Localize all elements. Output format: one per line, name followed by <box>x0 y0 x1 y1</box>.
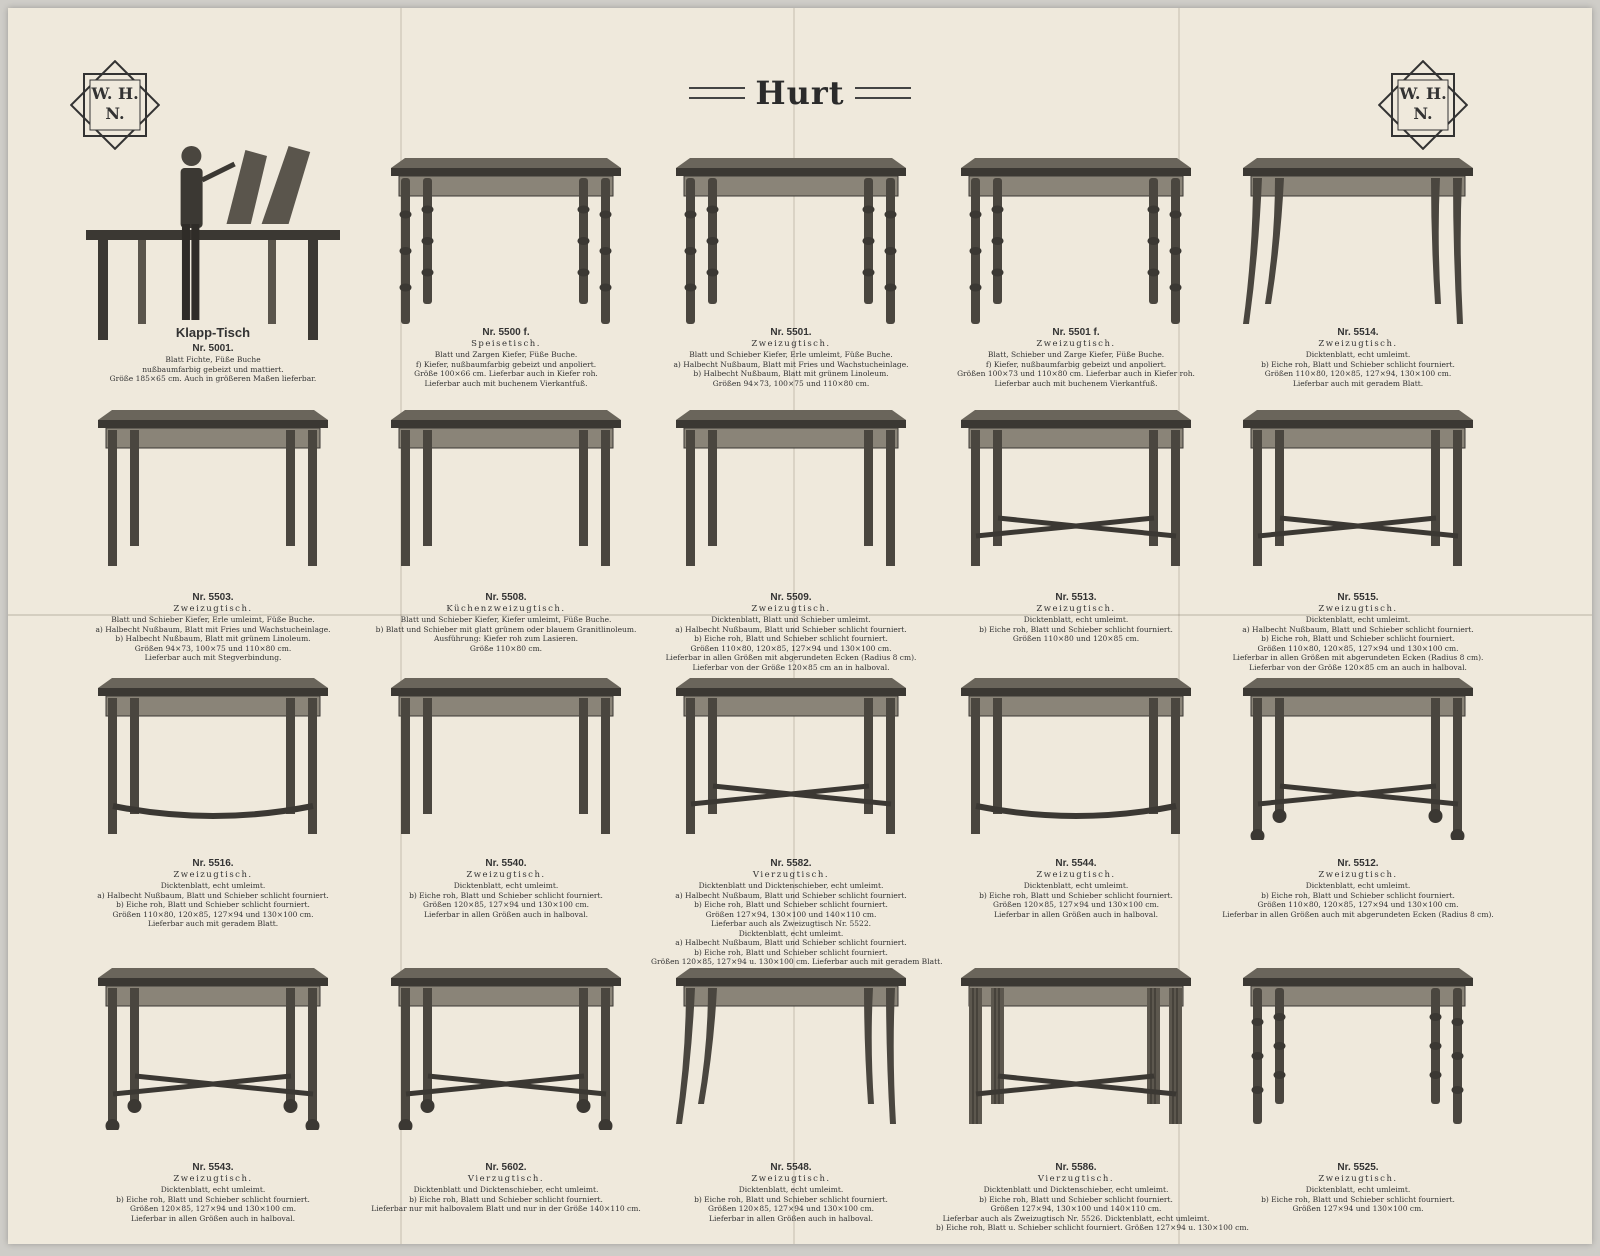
item-description-line: b) Eiche roh, Blatt und Schieber schlicht fourniert. <box>116 900 310 909</box>
item-description-line: b) Halbecht Nußbaum, Blatt mit grünem Linoleum. <box>693 369 889 378</box>
table-caption <box>936 590 1216 644</box>
item-description-line: Größen 120×85, 127×94 u. 130×100 cm. Lieferbar auch mit geradem Blatt. <box>651 957 943 966</box>
item-description-line: Dicktenblatt, echt umleimt. <box>1023 615 1129 624</box>
folding-table-illustration <box>78 140 348 340</box>
item-description-line: b) Eiche roh, Blatt und Schieber schlicht fourniert. <box>694 634 888 643</box>
item-description-line: a) Halbecht Nußbaum, Blatt und Schieber schlicht fourniert. <box>675 890 907 900</box>
item-description-line: b) Eiche roh, Blatt und Schieber schlicht fourniert. <box>694 1194 888 1204</box>
item-description-line: Lieferbar auch mit Stegverbindung. <box>144 653 282 662</box>
item-description-line: f) Kiefer, nußbaumfarbig gebeizt und anpoliert. <box>985 359 1167 369</box>
item-description-line: Größe 100×66 cm. Lieferbar auch in Kiefer roh. <box>414 369 598 378</box>
page-title: Hurt <box>755 74 845 112</box>
item-description-line: Größen 100×73 und 110×80 cm. Lieferbar auch in Kiefer roh. <box>957 369 1195 378</box>
table-illustration <box>1233 950 1483 1130</box>
item-description-line: Dicktenblatt, echt umleimt. <box>160 881 266 890</box>
item-type: Vierzugtisch. <box>1037 1174 1115 1184</box>
title-rule <box>855 87 911 99</box>
item-number: Nr. 5513. <box>1055 592 1097 603</box>
item-description-line: b) Blatt und Schieber mit glatt grünem oder blauem Granitlinoleum. <box>375 624 637 634</box>
item-type: Zweizugtisch. <box>1318 604 1398 614</box>
item-description-line: Blatt, Schieber und Zarge Kiefer, Füße Buche. <box>987 350 1165 359</box>
item-description-line: Dicktenblatt und Dicktenschieber, echt umleimt. <box>983 1185 1169 1194</box>
item-type: Zweizugtisch. <box>173 604 253 614</box>
item-type: Zweizugtisch. <box>1036 870 1116 880</box>
table-illustration <box>381 392 631 572</box>
item-description-line: Dicktenblatt, echt umleimt. <box>738 1185 844 1194</box>
item-description-line: Größen 94×73, 100×75 und 110×80 cm. <box>134 643 292 653</box>
item-description-line: Blatt und Schieber Kiefer, Erle umleimt, Füße Buche. <box>111 615 315 624</box>
item-type: Zweizugtisch. <box>173 870 253 880</box>
item-description-line: b) Eiche roh, Blatt und Schieber schlicht fourniert. <box>979 1194 1173 1204</box>
table-caption <box>73 325 353 384</box>
item-description-line: Lieferbar in allen Größen mit abgerundeten Ecken (Radius 8 cm). <box>665 653 917 662</box>
table-caption <box>73 856 353 929</box>
item-description-line: Lieferbar in allen Größen auch in halboval. <box>709 1213 873 1223</box>
item-description-line: Dicktenblatt, echt umleimt. <box>1305 881 1411 890</box>
title-rule <box>689 87 745 99</box>
catalog-sheet <box>8 8 1592 1244</box>
item-type: Zweizugtisch. <box>173 1174 253 1184</box>
item-description-line: Dicktenblatt, echt umleimt. <box>1305 350 1411 359</box>
item-description-line: Größen 120×85, 127×94 und 130×100 cm. <box>422 900 590 909</box>
brand-logo <box>1378 60 1468 150</box>
table-illustration <box>381 660 631 840</box>
item-description-line: Lieferbar in allen Größen auch in halboval. <box>994 909 1158 919</box>
table-illustration <box>666 660 916 840</box>
item-description-line: a) Halbecht Nußbaum, Blatt und Schieber schlicht fourniert. <box>675 938 907 947</box>
item-description-line: Größe 110×80 cm. <box>469 643 543 653</box>
table-illustration <box>951 140 1201 330</box>
item-description-line: Größen 120×85, 127×94 und 130×100 cm. <box>707 1204 875 1213</box>
item-number: Nr. 5544. <box>1055 858 1097 869</box>
item-description-line: a) Halbecht Nußbaum, Blatt und Schieber schlicht fourniert. <box>1242 624 1474 634</box>
item-description-line: Größen 127×94, 130×100 und 140×110 cm. <box>990 1204 1162 1213</box>
item-description-line: b) Eiche roh, Blatt und Schieber schlicht fourniert. <box>409 1194 603 1204</box>
item-number: Nr. 5515. <box>1337 592 1379 603</box>
item-type: Zweizugtisch. <box>1318 1174 1398 1184</box>
item-description-line: Größen 110×80, 120×85, 127×94 und 130×100 cm. <box>690 643 892 653</box>
item-description-line: Ausführung: Kiefer roh zum Lasieren. <box>433 634 579 643</box>
item-description-line: Dicktenblatt und Dicktenschieber, echt umleimt. <box>698 881 884 890</box>
table-illustration <box>666 140 916 330</box>
item-description-line: Lieferbar auch mit geradem Blatt. <box>147 919 279 928</box>
table-caption <box>1218 325 1498 388</box>
item-number: Nr. 5548. <box>770 1162 812 1173</box>
table-caption <box>73 1160 353 1223</box>
table-caption <box>1218 1160 1498 1214</box>
item-description-line: Dicktenblatt, echt umleimt. <box>1305 615 1411 624</box>
item-type: Zweizugtisch. <box>751 339 831 349</box>
table-caption <box>366 856 646 919</box>
item-description-line: Blatt Fichte, Füße Buche <box>165 355 261 364</box>
item-description-line: Lieferbar in allen Größen auch in halboval. <box>131 1213 295 1223</box>
item-description-line: b) Eiche roh, Blatt u. Schieber schlicht fourniert. Größen 127×94 u. 130×100 cm. <box>936 1223 1249 1232</box>
table-illustration <box>951 392 1201 572</box>
item-description-line: Größe 185×65 cm. Auch in größeren Maßen lieferbar. <box>109 374 317 383</box>
logo-line: N. <box>105 104 125 123</box>
item-description-line: Größen 94×73, 100×75 und 110×80 cm. <box>712 378 870 388</box>
item-description-line: b) Eiche roh, Blatt und Schieber schlicht fourniert. <box>116 1194 310 1204</box>
item-description-line: Lieferbar auch mit geradem Blatt. <box>1292 378 1424 388</box>
table-illustration <box>88 950 338 1130</box>
item-description-line: Größen 110×80 und 120×85 cm. <box>1012 634 1140 643</box>
logo-line: W. H. <box>1399 84 1447 103</box>
item-description-line: Größen 120×85, 127×94 und 130×100 cm. <box>129 1204 297 1213</box>
item-type: Vierzugtisch. <box>467 1174 545 1184</box>
item-description-line: b) Eiche roh, Blatt und Schieber schlicht fourniert. <box>694 947 888 957</box>
table-caption <box>366 590 646 653</box>
table-illustration <box>381 950 631 1130</box>
item-number: Nr. 5509. <box>770 592 812 603</box>
item-description-line: Lieferbar in allen Größen auch mit abgerundeten Ecken (Radius 8 cm). <box>1222 909 1494 919</box>
item-type: Zweizugtisch. <box>466 870 546 880</box>
item-description-line: Dicktenblatt, echt umleimt. <box>1305 1185 1411 1194</box>
item-description-line: Lieferbar in allen Größen mit abgerundeten Ecken (Radius 8 cm). <box>1232 653 1484 662</box>
item-type: Zweizugtisch. <box>1318 870 1398 880</box>
table-caption <box>936 1160 1249 1233</box>
item-description-line: a) Halbecht Nußbaum, Blatt und Schieber schlicht fourniert. <box>675 624 907 634</box>
item-type: Küchenzweizugtisch. <box>446 604 566 614</box>
item-type: Zweizugtisch. <box>751 604 831 614</box>
item-number: Nr. 5586. <box>1055 1162 1097 1173</box>
item-description-line: Größen 127×94 und 130×100 cm. <box>1292 1204 1424 1213</box>
item-number: Nr. 5540. <box>485 858 527 869</box>
item-description-line: Größen 120×85, 127×94 und 130×100 cm. <box>992 900 1160 909</box>
logo-line: W. H. <box>91 84 139 103</box>
item-type: Zweizugtisch. <box>1036 339 1116 349</box>
item-description-line: Lieferbar von der Größe 120×85 cm an in halboval. <box>692 662 890 672</box>
item-description-line: Lieferbar auch als Zweizugtisch Nr. 5522. <box>711 919 871 928</box>
item-description-line: b) Eiche roh, Blatt und Schieber schlicht fourniert. <box>1261 359 1455 369</box>
item-number: Nr. 5602. <box>485 1162 527 1173</box>
item-type: Zweizugtisch. <box>751 1174 831 1184</box>
table-illustration <box>1233 140 1483 330</box>
table-illustration <box>951 660 1201 840</box>
item-description-line: Dicktenblatt, echt umleimt. <box>738 928 844 938</box>
table-caption <box>366 1160 646 1214</box>
item-number: Nr. 5501. <box>770 327 812 338</box>
table-caption <box>936 856 1216 919</box>
item-description-line: Dicktenblatt und Dicktenschieber, echt umleimt. <box>413 1185 599 1194</box>
table-caption <box>651 325 931 388</box>
item-description-line: b) Eiche roh, Blatt und Schieber schlicht fourniert. <box>1261 634 1455 643</box>
table-illustration <box>1233 392 1483 572</box>
item-number: Nr. 5512. <box>1337 858 1379 869</box>
item-description-line: b) Halbecht Nußbaum, Blatt mit grünem Linoleum. <box>115 634 311 643</box>
item-number: Nr. 5543. <box>192 1162 234 1173</box>
table-illustration <box>88 392 338 572</box>
item-description-line: Dicktenblatt, echt umleimt. <box>1023 881 1129 890</box>
item-number: Nr. 5508. <box>485 592 527 603</box>
table-caption <box>366 325 646 388</box>
item-description-line: b) Eiche roh, Blatt und Schieber schlicht fourniert. <box>409 890 603 900</box>
item-number: Nr. 5516. <box>192 858 234 869</box>
item-description-line: Lieferbar auch mit buchenem Vierkantfuß. <box>424 378 588 388</box>
table-illustration <box>381 140 631 330</box>
item-description-line: b) Eiche roh, Blatt und Schieber schlicht fourniert. <box>979 624 1173 634</box>
item-description-line: Größen 110×80, 120×85, 127×94 und 130×100 cm. <box>1257 900 1459 909</box>
catalog-header <box>8 74 1592 112</box>
item-description-line: Größen 127×94, 130×100 und 140×110 cm. <box>705 909 877 919</box>
item-number: Nr. 5514. <box>1337 327 1379 338</box>
item-description-line: Dicktenblatt, echt umleimt. <box>453 881 559 890</box>
table-illustration <box>951 950 1201 1130</box>
item-type: Speisetisch. <box>471 339 541 349</box>
table-illustration <box>666 392 916 572</box>
item-description-line: a) Halbecht Nußbaum, Blatt und Schieber schlicht fourniert. <box>97 890 329 900</box>
item-number: Nr. 5525. <box>1337 1162 1379 1173</box>
item-description-line: Blatt und Schieber Kiefer, Kiefer umleimt, Füße Buche. <box>400 615 612 624</box>
item-description-line: nußbaumfarbig gebeizt und mattiert. <box>142 364 284 374</box>
item-number: Nr. 5001. <box>192 343 234 354</box>
item-description-line: b) Eiche roh, Blatt und Schieber schlicht fourniert. <box>1261 890 1455 900</box>
item-description-line: Lieferbar nur mit halbovalem Blatt und nur in der Größe 140×110 cm. <box>371 1204 641 1213</box>
table-caption <box>73 590 353 663</box>
table-caption <box>651 1160 931 1223</box>
item-number: Nr. 5500 f. <box>482 327 530 338</box>
item-description-line: b) Eiche roh, Blatt und Schieber schlicht fourniert. <box>979 890 1173 900</box>
item-description-line: Blatt und Schieber Kiefer, Erle umleimt, Füße Buche. <box>689 350 893 359</box>
item-description-line: Dicktenblatt, Blatt und Schieber umleimt. <box>711 615 871 624</box>
item-description-line: Lieferbar von der Größe 120×85 cm an auch in halboval. <box>1249 662 1467 672</box>
item-description-line: Größen 110×80, 120×85, 127×94, 130×100 cm. <box>1264 369 1452 378</box>
item-description-line: b) Eiche roh, Blatt und Schieber schlicht fourniert. <box>1261 1194 1455 1204</box>
item-number: Nr. 5503. <box>192 592 234 603</box>
item-description-line: a) Halbecht Nußbaum, Blatt mit Fries und Wachstucheinlage. <box>95 624 331 634</box>
item-type: Zweizugtisch. <box>1036 604 1116 614</box>
item-description-line: Größen 110×80, 120×85, 127×94 und 130×100 cm. <box>1257 643 1459 653</box>
item-description-line: Lieferbar auch als Zweizugtisch Nr. 5526. Dicktenblatt, echt umleimt. <box>942 1213 1210 1223</box>
item-number: Nr. 5501 f. <box>1052 327 1100 338</box>
item-type: Vierzugtisch. <box>752 870 830 880</box>
table-illustration <box>88 660 338 840</box>
table-caption <box>1218 856 1498 919</box>
item-type: Zweizugtisch. <box>1318 339 1398 349</box>
item-description-line: f) Kiefer, nußbaumfarbig gebeizt und anpoliert. <box>415 359 597 369</box>
item-description-line: a) Halbecht Nußbaum, Blatt mit Fries und Wachstucheinlage. <box>673 359 909 369</box>
table-illustration <box>666 950 916 1130</box>
item-description-line: Lieferbar auch mit buchenem Vierkantfuß. <box>994 378 1158 388</box>
item-number: Nr. 5582. <box>770 858 812 869</box>
item-description-line: b) Eiche roh, Blatt und Schieber schlicht fourniert. <box>694 900 888 909</box>
table-illustration <box>1233 660 1483 840</box>
item-title: Klapp-Tisch <box>175 325 251 340</box>
item-description-line: Blatt und Zargen Kiefer, Füße Buche. <box>434 350 578 359</box>
brand-logo <box>70 60 160 150</box>
item-description-line: Größen 110×80, 120×85, 127×94 und 130×100 cm. <box>112 909 314 919</box>
logo-line: N. <box>1413 104 1433 123</box>
table-caption <box>936 325 1216 388</box>
item-description-line: Dicktenblatt, echt umleimt. <box>160 1185 266 1194</box>
item-description-line: Lieferbar in allen Größen auch in halboval. <box>424 909 588 919</box>
